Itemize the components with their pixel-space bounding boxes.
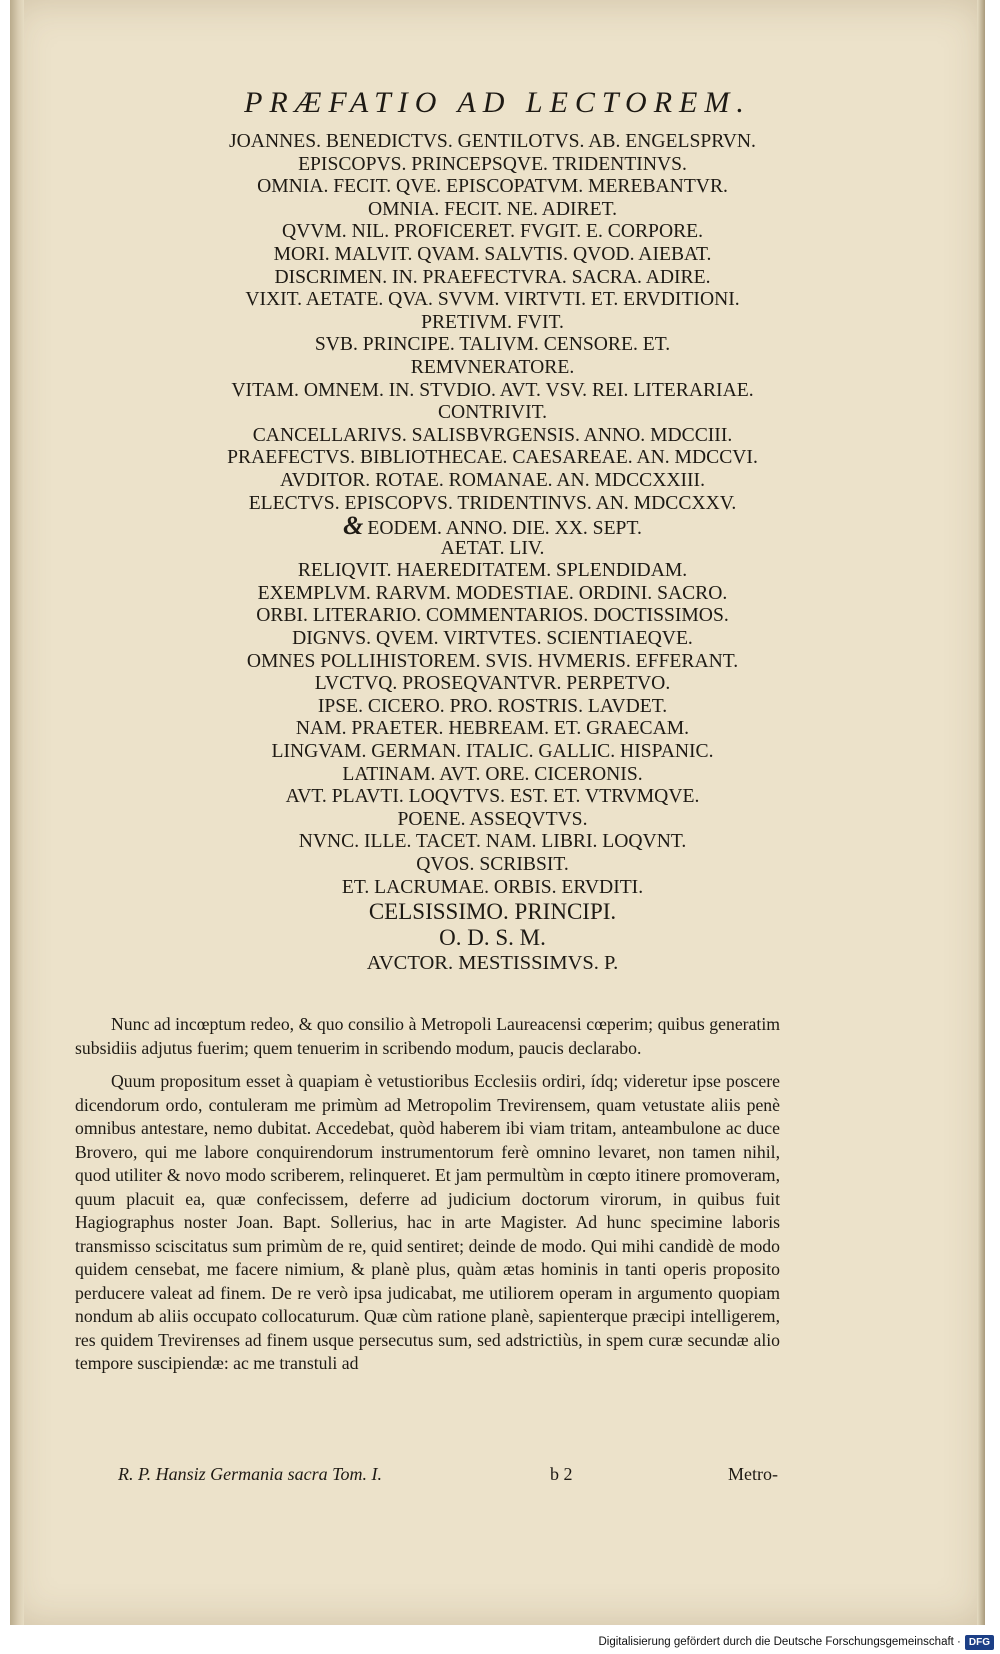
inscription-line: RELIQVIT. HAEREDITATEM. SPLENDIDAM. [297,560,688,582]
inscription-line: SVB. PRINCIPE. TALIVM. CENSORE. ET. [314,334,671,356]
inscription-line: AVT. PLAVTI. LOQVTVS. EST. ET. VTRVMQVE. [285,786,700,808]
inscription-line: CANCELLARIVS. SALISBVRGENSIS. ANNO. MDCCIII. [252,424,733,446]
page-gutter [10,0,24,1625]
inscription-line: VITAM. OMNEM. IN. STVDIO. AVT. VSV. REI. LITERARIAE. [231,379,754,401]
inscription-line: LVCTVQ. PROSEQVANTVR. PERPETVO. [314,673,671,695]
dfg-logo: DFG [965,1635,994,1650]
inscription-line: MORI. MALVIT. QVAM. SALVTIS. QVOD. AIEBAT. [273,243,712,265]
inscription-line: OMNES POLLIHISTOREM. SVIS. HVMERIS. EFFERANT. [246,650,739,672]
inscription-line: QVOS. SCRIBSIT. [416,854,569,875]
credit-text: Digitalisierung gefördert durch die Deutsche Forschungsgemeinschaft · [598,1636,961,1648]
inscription-line: QVVM. NIL. PROFICERET. FVGIT. E. CORPORE. [281,221,704,243]
epitaph-inscription [70,131,915,975]
inscription-line: REMVNERATORE. [410,356,575,378]
inscription-line: EPISCOPVS. PRINCEPSQVE. TRIDENTINVS. [298,153,687,175]
dedication-line: CELSISSIMO. PRINCIPI. [368,899,617,925]
inscription-line: ELECTVS. EPISCOPVS. TRIDENTINVS. AN. MDCCXXV. [248,492,737,514]
inscription-line: CONTRIVIT. [437,402,548,424]
inscription-line: NVNC. ILLE. TACET. NAM. LIBRI. LOQVNT. [298,831,687,853]
paragraph: Nunc ad incœptum redeo, & quo consilio à Metropoli Laureacensi cœperim; quibus generatim subsidiis adjutus fuerim; quem tenuerim in scribendo modum, paucis declarabo. [75,1014,780,1058]
inscription-line-death: & EODEM. ANNO. DIE. XX. SEPT. [343,511,642,541]
dedication-line: O. D. S. M. [439,925,546,951]
inscription-line: POENE. ASSEQVTVS. [397,808,588,830]
book-page [10,0,985,1625]
inscription-line: IPSE. CICERO. PRO. ROSTRIS. LAVDET. [317,695,668,717]
inscription-line: PRETIVM. FVIT. [421,311,564,333]
inscription-line: AETAT. LIV. [440,537,545,559]
signature-mark: b 2 [550,1464,573,1484]
inscription-line: VIXIT. AETATE. QVA. SVVM. VIRTVTI. ET. ERVDITIONI. [245,289,740,311]
inscription-line: ET. LACRUMAE. ORBIS. ERVDITI. [341,876,644,898]
inscription-line: LINGVAM. GERMAN. ITALIC. GALLIC. HISPANIC. [271,741,714,763]
inscription-line: OMNIA. FECIT. QVE. EPISCOPATVM. MEREBANTVR. [257,176,728,198]
page-header: PRÆFATIO AD LECTOREM. [244,86,751,119]
page-edge [977,0,985,1625]
body-text [75,1013,780,1386]
footer-signature: R. P. Hansiz Germania sacra Tom. I. [118,1464,383,1484]
inscription-line: LATINAM. AVT. ORE. CICERONIS. [342,763,643,785]
catchword: Metro- [728,1464,778,1484]
paragraph: Quum propositum esset à quapiam è vetustioribus Ecclesiis ordiri, ídq; videretur ipse poscere dicendorum ordo, contuleram me primùm ad Metropolim Trevirensem, quam vetustate aliis penè omnibus antestare, nemo dubitat. Accedebat, quòd haberem ibi viam tritam, anteambulone ac duce Brovero, qui me labore conquirendorum instrumentorum ferè omnino levaret, non tamen nihil, quod utiliter & novo modo scriberem, relinqueret. Et jam permultùm in cœpto itinere promoveram, quum placuit ea, quæ confecissem, deferre ad judicium doctorum virorum, in quibus fuit Hagiographus noster Joan. Bapt. Sollerius, hac in arte Magister. Ad hunc specimine laboris transmisso sciscitatus sum primùm de re, quid sentiret; deinde de modo. Qui mihi candidè de modo quidem censebat, me facere nimium, & planè plus, quàm ætas hominis in tanti operis proposito perducere valeat ad finem. De re verò ipsa judicabat, me utiliorem operam in argumento quopiam nondum ab aliis occupato collocaturum. Quæ cùm ratione planè, sapienterque præcipi intelligerem, res quidem Trevirenses ad finem usque persecutus sum, sed adstrictiùs, in spem curæ secundæ alio tempore suscipiendæ: ac me transtuli ad [75,1071,780,1373]
inscription-line: DIGNVS. QVEM. VIRTVTES. SCIENTIAEQVE. [292,628,693,650]
inscription-line: NAM. PRAETER. HEBREAM. ET. GRAECAM. [295,718,690,740]
digitization-credit [570,1630,1000,1654]
author-line: AVCTOR. MESTISSIMVS. P. [366,952,619,975]
inscription-line: EXEMPLVM. RARVM. MODESTIAE. ORDINI. SACRO. [257,582,728,604]
inscription-line: JOANNES. BENEDICTVS. GENTILOTVS. AB. ENGELSPRVN. [229,131,756,152]
inscription-line: DISCRIMEN. IN. PRAEFECTVRA. SACRA. ADIRE. [274,266,711,288]
inscription-line: AVDITOR. ROTAE. ROMANAE. AN. MDCCXXIII. [280,469,705,491]
inscription-line: PRAEFECTVS. BIBLIOTHECAE. CAESAREAE. AN. MDCCVI. [227,447,758,469]
ampersand-glyph: & [343,511,364,541]
inscription-line: ORBI. LITERARIO. COMMENTARIOS. DOCTISSIMOS. [256,605,729,627]
inscription-line: OMNIA. FECIT. NE. ADIRET. [367,198,618,220]
